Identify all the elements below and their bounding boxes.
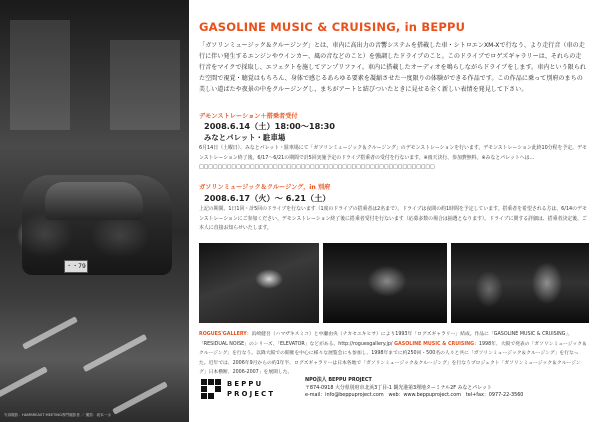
bio-work-name: GASOLINE MUSIC & CRUISING： — [394, 341, 479, 347]
logo-line: PROJECT — [227, 390, 276, 398]
artist-bio — [199, 330, 587, 378]
car-windshield — [45, 182, 143, 220]
cruising-heading: ガソリンミュージック＆クルージング，in 別府 — [199, 184, 331, 191]
main-content — [199, 0, 589, 422]
org-name: NPO法人 BEPPU PROJECT — [305, 377, 372, 383]
road-marking — [112, 381, 168, 414]
demo-text: 6月14日（土曜日）、みなとパレット・駐車場にて「ガソリンミュージック＆クルージング」のデモンストレーションを行います。デモンストレーション此終10分程を予定。デモンストレーション終了後、6/17～6/21の期間で計5回実施予定のドライブ搭乗者の受付を行ないます。※雨天決行、参加費無料。※みなとパレットへは…□□□□□□□□□□□□□□□□□□□□□□□□□□□□□□□□□□□□□□□□□□□□□□□□□□□ — [199, 145, 587, 171]
license-plate: ・・79 — [64, 260, 88, 273]
photo-street-night — [199, 243, 319, 323]
cruising-date: 2008.6.17（火）～ 6.21（土） — [204, 193, 331, 203]
cover-photo-night-car — [0, 0, 189, 422]
demo-heading: デモンストレーション＋搭乗者受付 — [199, 113, 298, 120]
contact-block — [305, 377, 523, 400]
beppu-project-logo-icon — [199, 377, 223, 401]
photo-passengers — [451, 243, 589, 323]
bio-artist-name: ROGUES'GALLERY： — [199, 332, 252, 337]
bio-text: 浜崎健吾（ハマザキスミコ）と中瀬由央（ナカセユキヒサ）により1993年「ログズギャラリー」結成。作品に「GASOLINE MUSIC & CRUISING」、「RESIDUAL NOISE」のシリーズ、「ELEVATOR」などがある。http://roguesgallery.jp/ — [199, 332, 573, 347]
page-title: GASOLINE MUSIC & CRUISING, in BEPPU — [199, 20, 466, 34]
photo-strip — [199, 243, 589, 323]
contact-line: e-mail：info@beppuproject.com web：www.beppuproject.com tel+fax：0977-22-3560 — [305, 392, 524, 399]
demo-date: 2008.6.14（土）18:00～18:30 — [204, 121, 335, 131]
road-marking — [83, 334, 148, 372]
bio-text: 1998年、大阪で発表の「ガソリンミュージック＆クルージング」を行なう。以降大阪での開催を中心に様々な展覧会にも参加し、1998年までに約250回・500名の人々と共に「ガソリンミュージック＆クルージング」を行なった。近年では、2006年9月からの約1年半、ログズギャラリーは日本各地で「ガソリンミュージック＆クルージング」を行なうプロジェクト「ガソリンミュージック＆クルージング」日本横断、2006-2007」を展開した。 — [199, 341, 587, 376]
logo-line: BEPPU — [227, 380, 264, 388]
photo-car-interior — [323, 243, 447, 323]
footer — [199, 377, 589, 417]
road-marking — [22, 316, 78, 349]
address: 〒874-0918 大分県別府市北浜3丁目-1 観光港第3埋地ターミナル2F みなとパレット — [305, 384, 492, 391]
cruising-text: 上記の期間、1日1回・計5回のドライブを行ないます（1度のドライブの搭乗者は2名まで）。ドライブは夜間の約1時間を予定しています。搭乗者を希望される方は、6/14のデモンストレーションにご参加ください。デモンストレーション終了後に搭乗者受付を行ないます（応募多数の場合は抽選となります）。ドライブに関する詳細は、搭乗者決定後、ご本人に直接お知らせいたします。 — [199, 206, 587, 232]
photo-caption: 写真撮影：HAMBREAST MEETING専門撮影者 ／ 撮影：坂本一水 — [4, 413, 111, 417]
demo-place: みなとパレット・駐車場 — [204, 133, 286, 142]
road-marking — [0, 366, 48, 399]
logo-wordmark — [227, 379, 275, 399]
intro-paragraph: 「ガソリンミュージック＆クルージング」とは、車内に高出力の音響システムを搭載した車・シトロエンXM-Xで行なう、より走行音（車の走行に伴い発生するエンジンやウインカー、風の音などのこと）を強調したドライブのこと。このドライブでロゲズギャラリーは、それらの走行音をマイクで採取し、エフェクトを施してアンプリファイ。車内に搭載したオーディオを鳴らしながらドライブをします。車内という限られた空間で視覚・聴覚はもちろん、身体で感じるあらゆる要素を凝縮させた一度限りの体験ができる作品です。この作品に乗って別府のまちの美しい道ばたや夜景の中をクルージングし、まちがアートと結びついたときに見せる全く新しい表情を発見して下さい。 — [199, 42, 586, 93]
background-building — [10, 20, 70, 130]
background-building — [110, 40, 180, 130]
